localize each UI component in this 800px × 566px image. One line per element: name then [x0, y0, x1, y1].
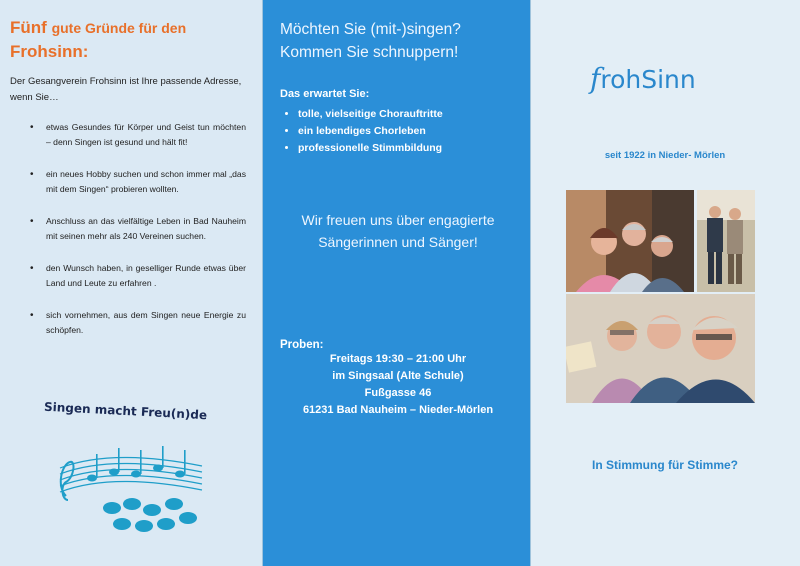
- proben-location: im Singsaal (Alte Schule): [332, 370, 464, 382]
- proben-street: Fußgasse 46: [364, 387, 432, 399]
- choir-photo-3: [566, 294, 755, 403]
- list-item: • etwas Gesundes für Körper und Geist tun möchten – denn Singen ist gesund und hält fit!: [10, 120, 252, 150]
- heading-line2: Frohsinn:: [10, 42, 89, 61]
- proben-heading: Proben:: [280, 339, 324, 351]
- choir-photo-1: [566, 190, 694, 292]
- frohsinn-logo: [590, 62, 696, 95]
- list-item: • den Wunsch haben, in geselliger Runde etwas über Land und Leute zu erfahren .: [10, 261, 252, 291]
- proben-time: Freitags 19:30 – 21:00 Uhr: [329, 353, 467, 365]
- list-item: • sich vornehmen, aus dem Singen neue Energie zu schöpfen.: [10, 308, 252, 338]
- welcome-text: [280, 209, 516, 253]
- middle-panel: [262, 0, 530, 566]
- list-item: • Anschluss an das vielfältige Leben in Bad Nauheim mit seinen mehr als 240 Vereinen suchen.: [10, 214, 252, 244]
- logo-initial: f: [590, 62, 601, 95]
- music-notes-illustration: [52, 438, 212, 538]
- intro-text: Der Gesangverein Frohsinn ist Ihre passende Adresse, wenn Sie…: [10, 76, 242, 103]
- choir-photo-2: [697, 190, 755, 292]
- slogan: Singen macht Freu(n)de: [43, 399, 208, 423]
- fold-line: [530, 0, 531, 566]
- welcome-line-1: Wir freuen uns über engagierte: [301, 212, 495, 228]
- reasons-list: [10, 120, 252, 338]
- expect-heading: Das erwartet Sie:: [280, 88, 370, 100]
- logo-text: rohSinn: [600, 65, 696, 94]
- expect-list: [280, 106, 516, 157]
- since-text: seit 1922 in Nieder- Mörlen: [604, 150, 726, 161]
- heading-big: Fünf: [10, 18, 47, 37]
- invite-title-1: Möchten Sie (mit-)singen?: [280, 21, 461, 38]
- heading-small: gute Gründe für den: [51, 20, 187, 36]
- list-item: • ein lebendiges Chorleben: [298, 123, 516, 140]
- list-item: • tolle, vielseitige Chorauftritte: [298, 106, 516, 123]
- reasons-heading: [10, 16, 252, 64]
- tagline: In Stimmung für Stimme?: [591, 458, 738, 472]
- fold-line: [262, 0, 263, 566]
- list-item: • professionelle Stimmbildung: [298, 140, 516, 157]
- invite-title-2: Kommen Sie schnuppern!: [280, 44, 459, 61]
- welcome-line-2: Sängerinnen und Sänger!: [318, 234, 478, 250]
- list-item: • ein neues Hobby suchen und schon immer mal „das mit dem Singen“ probieren wollten.: [10, 167, 252, 197]
- proben-city: 61231 Bad Nauheim – Nieder-Mörlen: [302, 404, 494, 416]
